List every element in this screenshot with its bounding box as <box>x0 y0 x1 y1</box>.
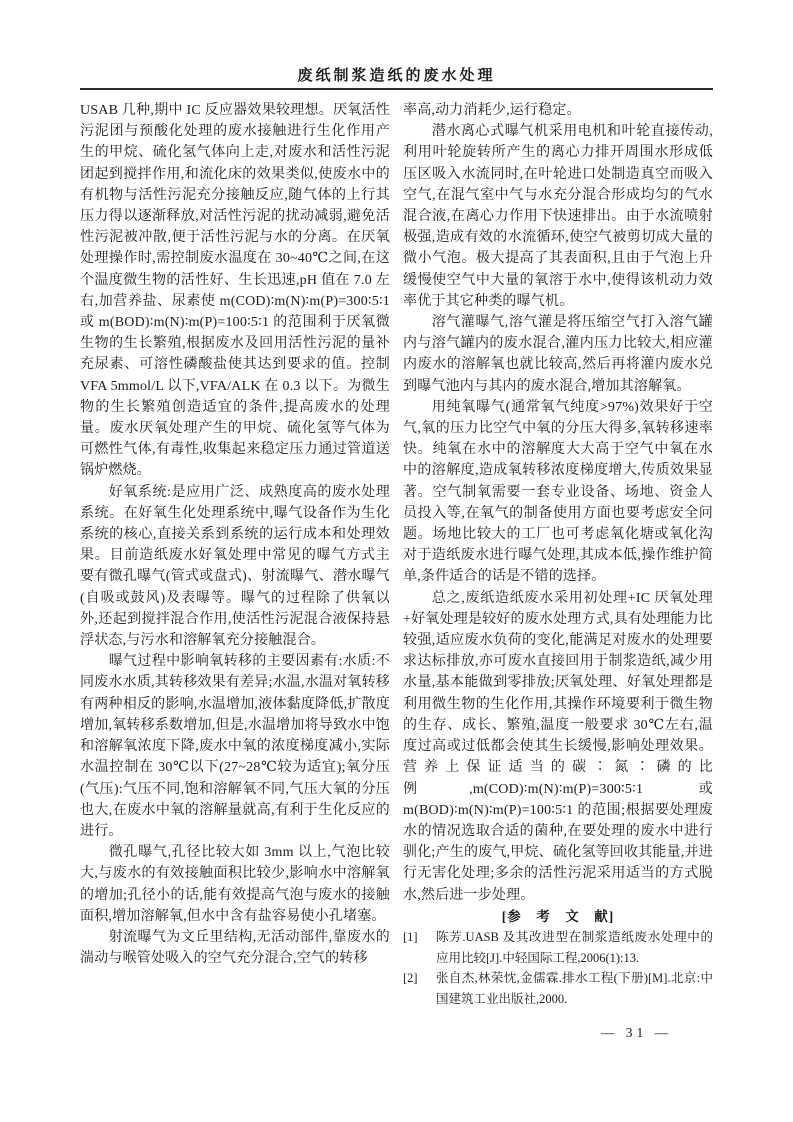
reference-label: [2] <box>403 971 418 986</box>
references-section <box>403 906 713 1010</box>
paragraph: 微孔曝气,孔径比较大如 3mm 以上,气泡比较大,与废水的有效接触面积比较少,影响水中溶解氧的增加;孔径小的话,能有效提高气泡与废水的接触面积,增加溶解氧,但水中含有盐容易使小孔堵塞。 <box>80 845 390 924</box>
reference-label: [1] <box>403 929 418 944</box>
reference-item <box>403 927 713 968</box>
paragraph: 好氧系统:是应用广泛、成熟度高的废水处理系统。在好氧生化处理系统中,曝气设备作为生化系统的核心,直接关系到系统的运行成本和处理效果。目前造纸废水好氧处理中常见的曝气方式主要有微孔曝气(管式或盘式)、射流曝气、潜水曝气(自吸或鼓风)及表曝等。曝气的过程除了供氧以外,还起到搅拌混合作用,使活性污泥混合液保持悬浮状态,与污水和溶解氧充分接触混合。 <box>80 484 390 649</box>
paragraph: USAB 几种,期中 IC 反应器效果较理想。厌氧活性污泥团与预酸化处理的废水接触进行生化作用产生的甲烷、硫化氢气体向上走,对废水和活性污泥团起到搅拌作用,和流化床的效果类似,使废水中的有机物与活性污泥充分接触反应,随气体的上行其压力得以逐渐释放,对活性污泥的扰动减弱,避免活性污泥被冲散,便于活性污泥与水的分离。在厌氧处理操作时,需控制废水温度在 30~40℃之间,在这个温度微生物的活性好、生长迅速,pH 值在 7.0 左右,加营养盐、尿素使 m(COD)∶m(N)∶m(P)=300∶5∶1 或 m(BOD)∶m(N)∶m(P)=100∶5∶1 的范围利于厌氧微生物的生长繁殖,根据废水及回用活性污泥的量补充尿素、可溶性磷酸盐使其达到要求的值。控制 VFA 5mmol/L 以下,VFA/ALK 在 0.3 以下。为微生物的生长繁殖创造适宜的条件,提高废水的处理量。废水厌氧处理产生的甲烷、硫化氢等气体为可燃性气体,有毒性,收集起来稳定压力通过管道送锅炉燃烧。 <box>80 103 390 479</box>
paragraph: 总之,废纸造纸废水采用初处理+IC 厌氧处理+好氧处理是较好的废水处理方式,具有处理能力比较强,适应废水负荷的变化,能满足对废水的处理要求达标排放,亦可废水直接回用于制浆造纸,减少用水量,基本能做到零排放;厌氧处理、好氧处理都是利用微生物的生化作用,其操作环境要利于微生物的生存、成长、繁殖,温度一般要求 30℃左右,温度过高或过低都会使其生长缓慢,影响处理效果。营养上保证适当的碳∶氮∶磷的比例,m(COD)∶m(N)∶m(P)=300∶5∶1 或 m(BOD)∶m(N)∶m(P)=100∶5∶1 的范围;根据要处理废水的情况选取合适的菌种,在要处理的废水中进行驯化;产生的废气,甲烷、硫化氢等回收其能量,并进行无害化处理;多余的活性污泥采用适当的方式脱水,然后进一步处理。 <box>403 590 713 903</box>
page-header <box>0 64 793 85</box>
paragraph: 潜水离心式曝气机采用电机和叶轮直接传动,利用叶轮旋转所产生的离心力排开周围水形成低压区吸入水流同时,在叶轮进口处制造真空而吸入空气,在混气室中气与水充分混合形成均匀的气水混合液,在离心力作用下快速排出。由于水流喷射极强,造成有效的水流循环,使空气被剪切成大量的微小气泡。极大提高了其表面积,且由于气泡上升缓慢使空气中大量的氧溶于水中,使得该机动力效率优于其它种类的曝气机。 <box>403 124 713 309</box>
reference-text: 陈芳.UASB 及其改进型在制浆造纸废水处理中的应用比较[J].中轻国际工程,2006(1):13. <box>436 929 713 965</box>
paragraph: 曝气过程中影响氧转移的主要因素有:水质:不同废水水质,其转移效果有差异;水温,水温对氧转移有两种相反的影响,水温增加,液体黏度降低,扩散度增加,氧转移系数增加,但是,水温增加将导致水中饱和溶解氧浓度下降,废水中氧的浓度梯度减小,实际水温控制在 30℃以下(27~28℃较为适宜);氧分压(气压):气压不同,饱和溶解氧不同,气压大氧的分压也大,在废水中氧的溶解量就高,有利于生化反应的进行。 <box>80 654 390 839</box>
content-columns <box>80 100 713 1009</box>
left-column <box>80 100 390 1009</box>
right-column <box>403 100 713 1009</box>
paragraph: 射流曝气为文丘里结构,无活动部件,靠废水的湍动与喉管处吸入的空气充分混合,空气的转移 <box>80 929 390 967</box>
references-heading: [参 考 文 献] <box>501 908 615 924</box>
reference-text: 张自杰,林荣忱,金儒霖.排水工程(下册)[M].北京:中国建筑工业出版社,2000. <box>436 971 713 1006</box>
paragraph: 溶气灌曝气,溶气灌是将压缩空气打入溶气罐内与溶气罐内的废水混合,灌内压力比较大,相应灌内废水的溶解氧也就比较高,然后再将灌内废水兑到曝气池内与其内的废水混合,增加其溶解氧。 <box>403 315 713 394</box>
paragraph: 率高,动力消耗少,运行稳定。 <box>403 103 581 118</box>
header-divider <box>80 88 713 90</box>
page-title: 废纸制浆造纸的废水处理 <box>297 68 496 84</box>
reference-item <box>403 968 713 1009</box>
paragraph: 用纯氧曝气(通常氧气纯度>97%)效果好于空气,氧的压力比空气中氧的分压大得多,氧转移速率快。纯氧在水中的溶解度大大高于空气中氧在水中的溶解度,造成氧转移浓度梯度增大,传质效果显著。空气制氧需要一套专业设备、场地、资金人员投入等,在氧气的制备使用方面也要考虑安全问题。场地比较大的工厂也可考虑氧化塘或氧化沟对于造纸废水进行曝气处理,其成本低,操作维护简单,条件适合的话是不错的选择。 <box>403 399 713 585</box>
page-number: — 31 — <box>600 1025 673 1040</box>
